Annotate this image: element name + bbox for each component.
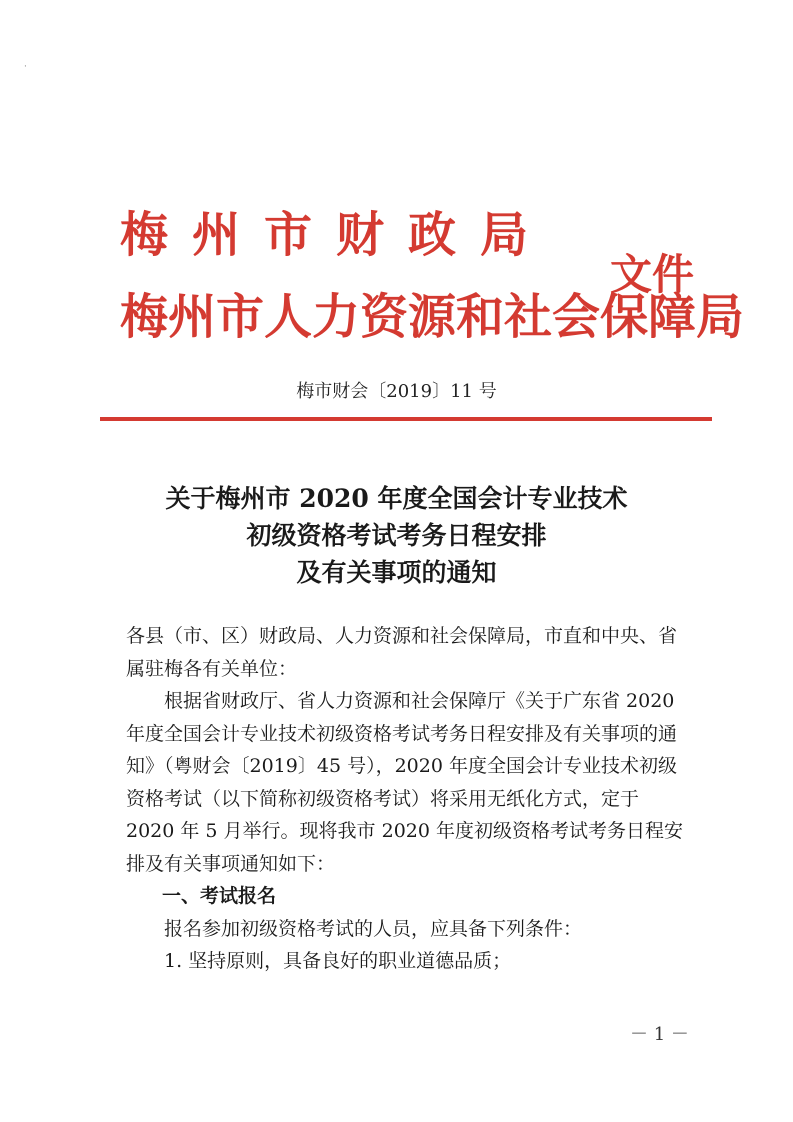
notice-title — [0, 480, 793, 591]
scan-mark: · — [24, 62, 27, 72]
condition-item-1: 1. 坚持原则，具备良好的职业道德品质； — [164, 950, 512, 972]
notice-body — [126, 620, 690, 978]
document-type-label: 文件 — [610, 250, 695, 299]
page-number: － 1 － — [630, 1024, 689, 1045]
title-line-1: 关于梅州市 2020 年度全国会计专业技术 — [165, 484, 628, 513]
title-line-2: 初级资格考试考务日程安排 — [246, 521, 547, 550]
title-line-3: 及有关事项的通知 — [296, 558, 497, 587]
document-number: 梅市财会〔2019〕11 号 — [296, 381, 497, 402]
section-heading-registration: 一、考试报名 — [162, 885, 277, 907]
red-divider-line — [100, 417, 712, 421]
addressee: 各县（市、区）财政局、人力资源和社会保障局，市直和中央、省属驻梅各有关单位： — [126, 625, 678, 680]
agency-name-hr: 梅州市人力资源和社会保障局 — [120, 289, 745, 345]
paragraph-conditions: 报名参加初级资格考试的人员，应具备下列条件： — [164, 917, 583, 940]
paragraph-intro: 根据省财政厅、省人力资源和社会保障厅《关于广东省 2020 年度全国会计专业技术初级资格考试考务日程安排及有关事项的通知》（粤财会〔2019〕45 号），2020 年度全国会计专业技术初级资格考试（以下简称初级资格考试）将采用无纸化方式，定于 2020 年 5 月举行。现将我市 2020 年度初级资格考试考务日程安排及有关事项通知如下： — [126, 690, 683, 875]
agency-name-finance: 梅州市财政局 — [120, 207, 553, 263]
